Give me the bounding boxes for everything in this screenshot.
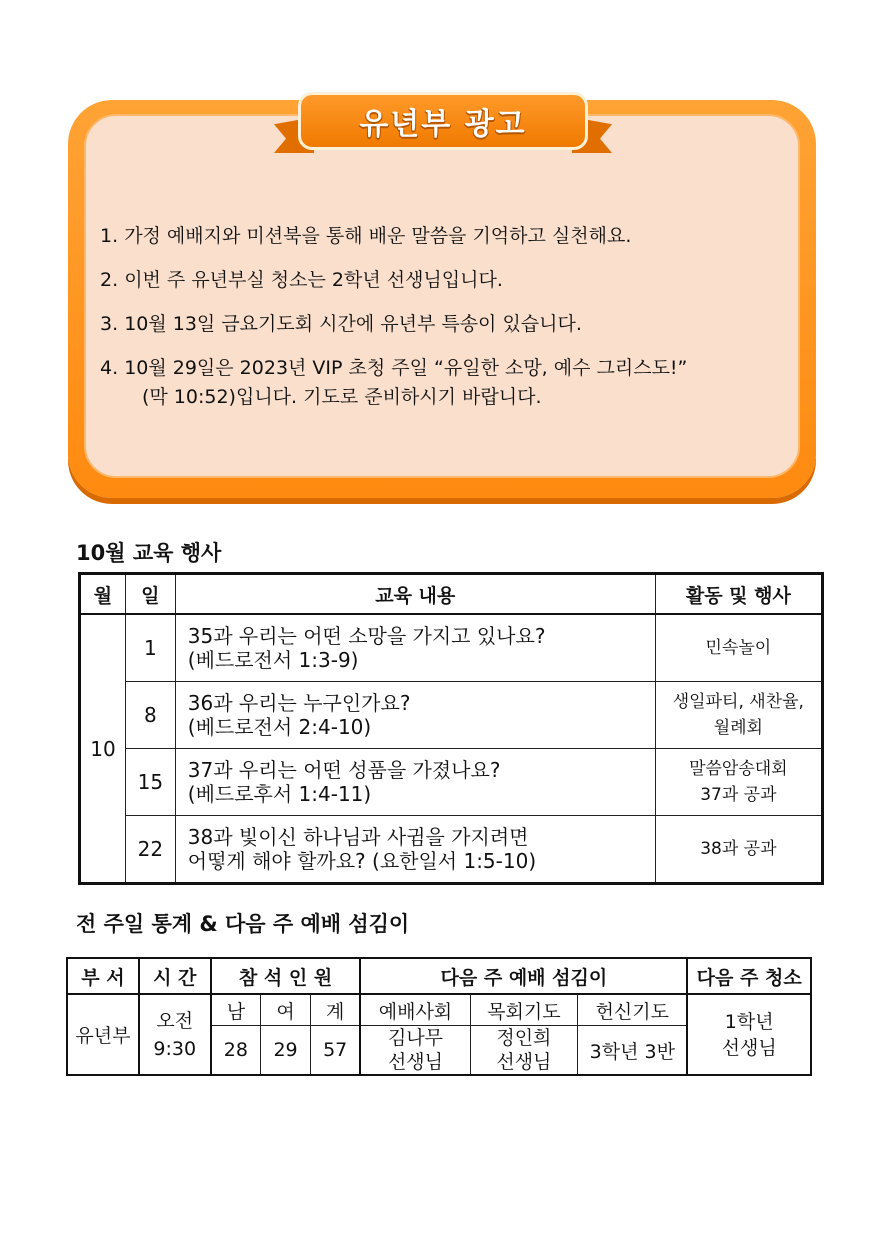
header-time: 시 간	[139, 958, 211, 994]
content-cell: 37과 우리는 어떤 성품을 가졌나요? (베드로후서 1:4-11)	[175, 749, 655, 816]
sub-header-total: 계	[310, 994, 360, 1026]
notice-number: 1.	[100, 225, 119, 247]
sub-header-pastoral: 목회기도	[470, 994, 578, 1026]
leader-cell: 김나무 선생님	[360, 1026, 470, 1076]
activity-cell: 생일파티, 새찬율, 월례회	[655, 682, 822, 749]
header-servers: 다음 주 예배 섬김이	[360, 958, 687, 994]
sub-header-female: 여	[261, 994, 311, 1026]
table-row	[80, 682, 823, 749]
content-cell: 38과 빛이신 하나님과 사귐을 가지려면 어떻게 해야 할까요? (요한일서 1:5-10)	[175, 816, 655, 884]
header-dept: 부 서	[67, 958, 139, 994]
offering-cell: 3학년 3반	[578, 1026, 688, 1076]
notice-number: 3.	[100, 313, 119, 335]
activity-cell: 말씀암송대회 37과 공과	[655, 749, 822, 816]
pastoral-cell: 정인희 선생님	[470, 1026, 578, 1076]
header-content: 교육 내용	[175, 574, 655, 615]
day-cell: 1	[125, 614, 175, 682]
content-cell: 35과 우리는 어떤 소망을 가지고 있나요? (베드로전서 1:3-9)	[175, 614, 655, 682]
sub-header-male: 남	[211, 994, 261, 1026]
sub-header-leader: 예배사회	[360, 994, 470, 1026]
day-cell: 8	[125, 682, 175, 749]
time-cell: 오전 9:30	[139, 994, 211, 1075]
table-row	[80, 816, 823, 884]
notice-text: 10월 29일은 2023년 VIP 초청 주일 “유일한 소망, 예수 그리스도!”	[124, 357, 688, 379]
female-count: 29	[261, 1026, 311, 1076]
content-cell: 36과 우리는 누구인가요? (베드로전서 2:4-10)	[175, 682, 655, 749]
notice-item	[100, 266, 790, 295]
header-month: 월	[80, 574, 126, 615]
month-cell: 10	[80, 614, 126, 884]
day-cell: 15	[125, 749, 175, 816]
education-table	[78, 572, 824, 885]
education-heading: 10월 교육 행사	[76, 541, 222, 565]
total-count: 57	[310, 1026, 360, 1076]
notice-item	[100, 222, 790, 251]
header-activity: 활동 및 행사	[655, 574, 822, 615]
dept-cell: 유년부	[67, 994, 139, 1075]
notice-item	[100, 354, 790, 412]
table-row	[80, 614, 823, 682]
header-day: 일	[125, 574, 175, 615]
notice-item	[100, 310, 790, 339]
notice-text: 10월 13일 금요기도회 시간에 유년부 특송이 있습니다.	[124, 313, 582, 335]
male-count: 28	[211, 1026, 261, 1076]
header-cleaning: 다음 주 청소	[687, 958, 811, 994]
stats-table	[66, 957, 812, 1076]
notice-text: 가정 예배지와 미션북을 통해 배운 말씀을 기억하고 실천해요.	[124, 225, 632, 247]
sub-header-offering: 헌신기도	[578, 994, 688, 1026]
notice-text-continued: (막 10:52)입니다. 기도로 준비하시기 바랍니다.	[142, 386, 542, 408]
notice-number: 4.	[100, 357, 119, 379]
activity-cell: 민속놀이	[655, 614, 822, 682]
announcement-title-banner	[298, 92, 588, 150]
header-attendance: 참 석 인 원	[211, 958, 361, 994]
announcement-title: 유년부 광고	[359, 107, 527, 142]
notice-text: 이번 주 유년부실 청소는 2학년 선생님입니다.	[124, 269, 503, 291]
notice-list	[100, 222, 790, 427]
stats-heading: 전 주일 통계 & 다음 주 예배 섬김이	[76, 912, 410, 936]
day-cell: 22	[125, 816, 175, 884]
notice-number: 2.	[100, 269, 119, 291]
table-row	[80, 749, 823, 816]
activity-cell: 38과 공과	[655, 816, 822, 884]
cleaning-cell: 1학년 선생님	[687, 994, 811, 1075]
